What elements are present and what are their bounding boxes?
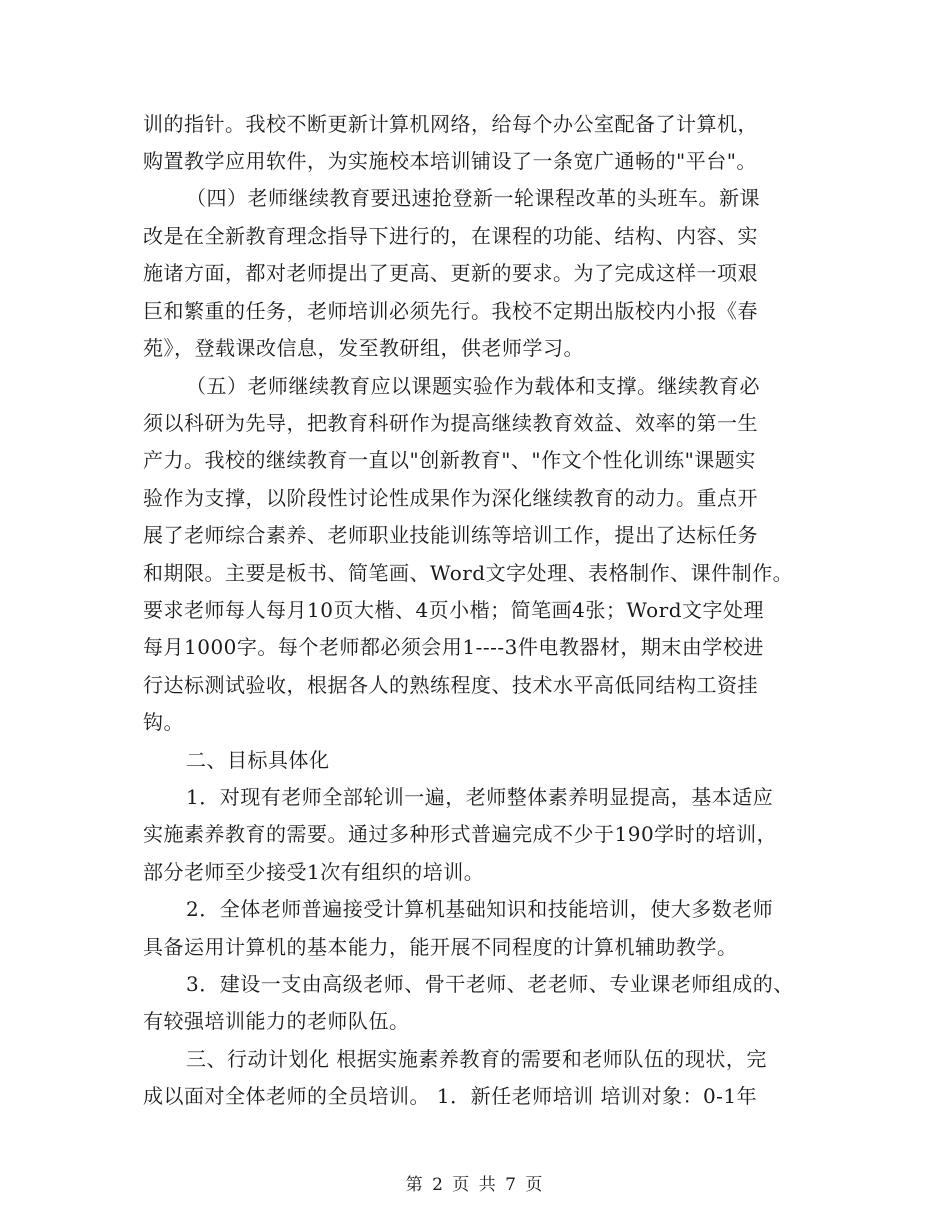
body-text-line: 和期限。主要是板书、简笔画、Word文字处理、表格制作、课件制作。 bbox=[143, 561, 794, 585]
body-text-line: 成以面对全体老师的全员培训。 1．新任老师培训 培训对象：0-1年 bbox=[143, 1084, 758, 1108]
body-text-line: 改是在全新教育理念指导下进行的，在课程的功能、结构、内容、实 bbox=[143, 224, 758, 248]
page-number-footer: 第 2 页 共 7 页 bbox=[405, 1175, 545, 1195]
paragraph-first-line: （四）老师继续教育要迅速抢登新一轮课程改革的头班车。新课 bbox=[186, 186, 760, 210]
body-text-line: 要求老师每人每月10页大楷、4页小楷；简笔画4张；Word文字处理 bbox=[143, 598, 765, 622]
body-text-line: 部分老师至少接受1次有组织的培训。 bbox=[143, 860, 485, 884]
body-text-line: 实施素养教育的需要。通过多种形式普遍完成不少于190学时的培训， bbox=[143, 822, 778, 846]
body-text-line: 巨和繁重的任务，老师培训必须先行。我校不定期出版校内小报《春 bbox=[143, 299, 758, 323]
body-text-line: 钩。 bbox=[143, 710, 184, 734]
body-text-line: 产力。我校的继续教育一直以"创新教育"、"作文个性化训练"课题实 bbox=[143, 448, 756, 472]
paragraph-first-line: （五）老师继续教育应以课题实验作为载体和支撑。继续教育必 bbox=[186, 374, 760, 398]
body-text-line: 苑》，登载课改信息，发至教研组，供老师学习。 bbox=[143, 336, 584, 360]
body-text-line: 展了老师综合素养、老师职业技能训练等培训工作，提出了达标任务 bbox=[143, 523, 758, 547]
section-heading: 二、目标具体化 bbox=[186, 748, 330, 772]
section-heading: 三、行动计划化 根据实施素养教育的需要和老师队伍的现状，完 bbox=[186, 1047, 767, 1071]
body-text-line: 验作为支撑，以阶段性讨论性成果作为深化继续教育的动力。重点开 bbox=[143, 486, 758, 510]
paragraph-first-line: 2．全体老师普遍接受计算机基础知识和技能培训，使大多数老师 bbox=[186, 897, 774, 921]
body-text-line: 训的指针。我校不断更新计算机网络，给每个办公室配备了计算机， bbox=[143, 112, 758, 136]
body-text-line: 每月1000字。每个老师都必须会用1----3件电教器材，期末由学校进 bbox=[143, 635, 764, 659]
body-text-line: 具备运用计算机的基本能力，能开展不同程度的计算机辅助教学。 bbox=[143, 935, 738, 959]
body-text-line: 施诸方面，都对老师提出了更高、更新的要求。为了完成这样一项艰 bbox=[143, 261, 758, 285]
paragraph-first-line: 3．建设一支由高级老师、骨干老师、老老师、专业课老师组成的、 bbox=[186, 972, 794, 996]
paragraph-first-line: 1．对现有老师全部轮训一遍，老师整体素养明显提高，基本适应 bbox=[186, 785, 774, 809]
body-text-line: 购置教学应用软件，为实施校本培训铺设了一条宽广通畅的"平台"。 bbox=[143, 149, 757, 173]
body-text-line: 行达标测试验收，根据各人的熟练程度、技术水平高低同结构工资挂 bbox=[143, 673, 758, 697]
body-text-line: 须以科研为先导，把教育科研作为提高继续教育效益、效率的第一生 bbox=[143, 411, 758, 435]
body-text-line: 有较强培训能力的老师队伍。 bbox=[143, 1009, 410, 1033]
